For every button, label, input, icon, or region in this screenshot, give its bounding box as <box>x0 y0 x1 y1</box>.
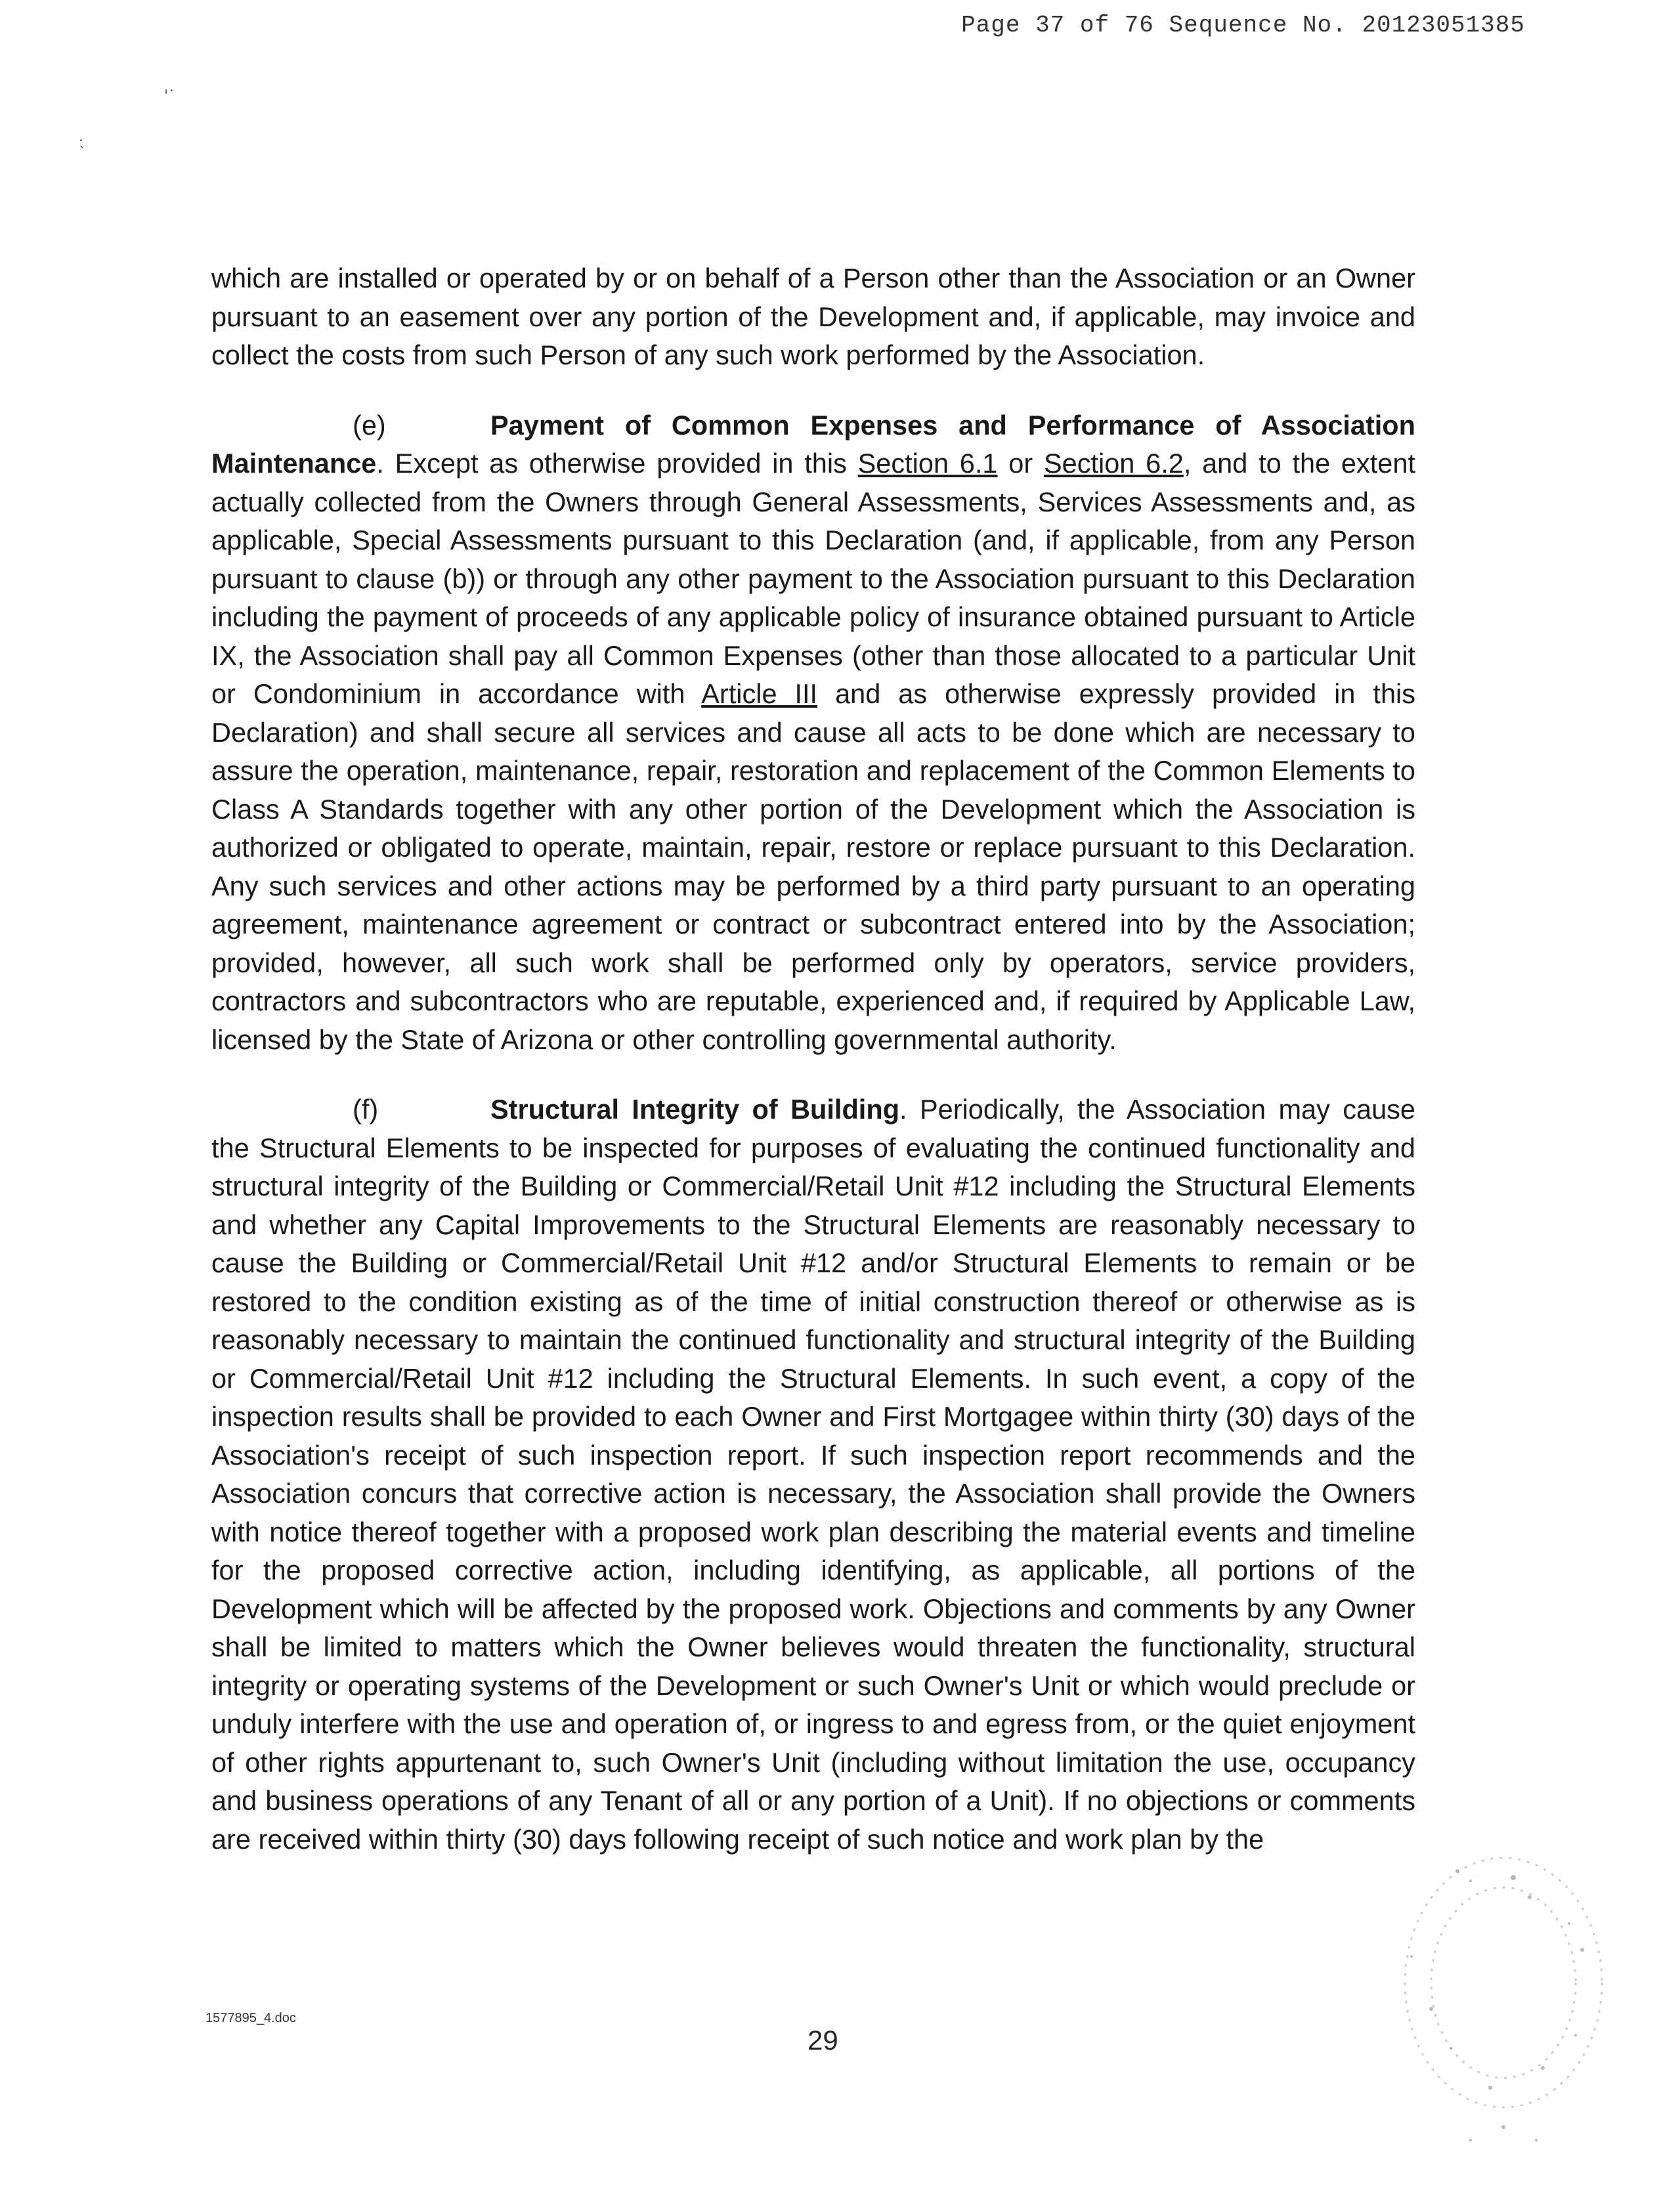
section-reference: Section 6.2 <box>1043 448 1184 479</box>
clause-heading-e: Payment of Common Expenses and Performance of Association Maintenance <box>211 409 1415 479</box>
clause-label-e: (e) <box>353 409 386 441</box>
paragraph-e: (e) Payment of Common Expenses and Performance of Association Maintenance. Except as otherwise provided in this Section 6.1 or Section 6.2, and to the extent actually collected from the Owners through General Assessments, Services Assessments and, as applicable, Special Assessments pursuant to this Declaration (and, if applicable, from any Person pursuant to clause (b)) or through any other payment to the Association pursuant to this Declaration including the payment of proceeds of any applicable policy of insurance obtained pursuant to Article IX, the Association shall pay all Common Expenses (other than those allocated to a particular Unit or Condominium in accordance with Article III and as otherwise expressly provided in this Declaration) and shall secure all services and cause all acts to be done which are necessary to assure the operation, maintenance, repair, restoration and replacement of the Common Elements to Class A Standards together with any other portion of the Development which the Association is authorized or obligated to operate, maintain, repair, restore or replace pursuant to this Declaration. Any such services and other actions may be performed by a third party pursuant to an operating agreement, maintenance agreement or contract or subcontract entered into by the Association; provided, however, all such work shall be performed only by operators, service providers, contractors and subcontractors who are reputable, experienced and, if required by Applicable Law, licensed by the State of Arizona or other controlling governmental authority. <box>211 406 1415 1060</box>
document-id: 1577895_4.doc <box>205 2011 296 2025</box>
page-sequence-header: Page 37 of 76 Sequence No. 20123051385 <box>961 12 1525 39</box>
article-reference: Article III <box>701 678 818 709</box>
paragraph-f: (f) Structural Integrity of Building. Periodically, the Association may cause the Structural Elements to be inspected for purposes of evaluating the continued functionality and structural integrity of the Building or Commercial/Retail Unit #12 including the Structural Elements and whether any Capital Improvements to the Structural Elements are reasonably necessary to cause the Building or Commercial/Retail Unit #12 and/or Structural Elements to remain or be restored to the condition existing as of the time of initial construction thereof or otherwise as is reasonably necessary to maintain the continued functionality and structural integrity of the Building or Commercial/Retail Unit #12 including the Structural Elements. In such event, a copy of the inspection results shall be provided to each Owner and First Mortgagee within thirty (30) days of the Association's receipt of such inspection report. If such inspection report recommends and the Association concurs that corrective action is necessary, the Association shall provide the Owners with notice thereof together with a proposed work plan describing the material events and timeline for the proposed corrective action, including identifying, as applicable, all portions of the Development which will be affected by the proposed work. Objections and comments by any Owner shall be limited to matters which the Owner believes would threaten the functionality, structural integrity or operating systems of the Development or such Owner's Unit or which would preclude or unduly interfere with the use and operation of, or ingress to and egress from, or the quiet enjoyment of other rights appurtenant to, such Owner's Unit (including without limitation the use, occupancy and business operations of any Tenant of all or any portion of a Unit). If no objections or comments are received within thirty (30) days following receipt of such notice and work plan by the <box>211 1090 1415 1859</box>
clause-heading-f: Structural Integrity of Building <box>490 1094 900 1125</box>
paragraph-continuation: which are installed or operated by or on behalf of a Person other than the Association or an Owner pursuant to an easement over any portion of the Development and, if applicable, may invoice and collect the costs from such Person of any such work performed by the Association. <box>211 263 1415 370</box>
document-body <box>211 259 1415 1890</box>
section-reference: Section 6.1 <box>857 448 998 479</box>
clause-label-f: (f) <box>353 1094 379 1125</box>
page-number: 29 <box>808 2025 838 2056</box>
faded-seal-stamp <box>1372 1851 1608 2166</box>
